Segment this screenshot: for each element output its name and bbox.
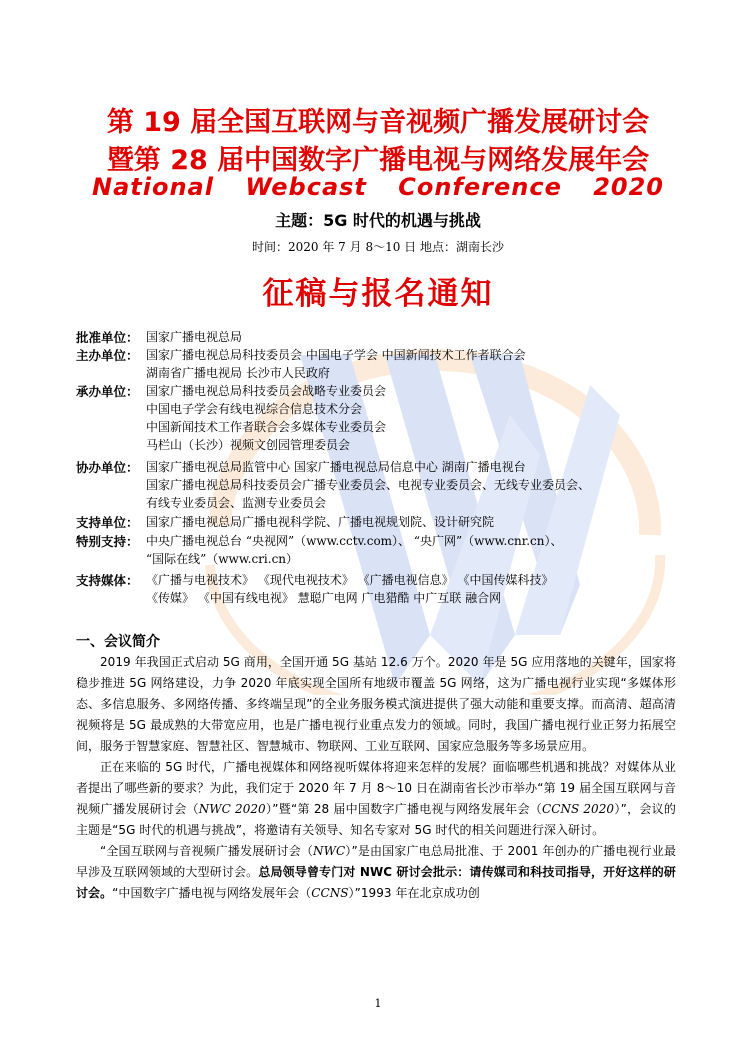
bold-instruction: 总局领导曾专门对 NWC 研讨会批示：请传媒司和科技司指导，开好这样的研讨会。 (76, 865, 676, 900)
org-line: 国家广播电视总局科技委员会战略专业委员会 (146, 384, 387, 398)
org-line: 《广播与电视技术》 《现代电视技术》 《广播电视信息》 《中国传媒科技》 (146, 573, 554, 587)
org-label: 主办单位： (76, 348, 139, 363)
text-span: “中国数字广播电视与网络发展年会（ (112, 886, 312, 900)
notice-title: 征稿与报名通知 (262, 276, 494, 312)
ccns-abbrev: CCNS 2020 (542, 802, 615, 816)
org-line: 国家广播电视总局科技委员会广播专业委员会、电视专业委员会、无线专业委员会、 (146, 478, 591, 492)
org-line: 湖南省广播电视局 长沙市人民政府 (146, 366, 330, 380)
paragraph-3 (76, 841, 676, 904)
org-line: 中央广播电视总台 “央视网”（www.cctv.com）、 “央广网”（www.cnr.cn）、 (146, 534, 563, 548)
section-title-introduction: 一、会议简介 (76, 634, 160, 650)
title-english: National Webcast Conference 2020 (91, 173, 665, 201)
text-span: ）”是由国家广电总局批准、于 2001 年创办的广播电视行业最早涉及互联网领域的大型研讨会。 (76, 844, 676, 879)
ccns-abbrev: CCNS (311, 886, 349, 900)
paragraph-2 (76, 757, 676, 841)
text-span: ）”暨“第 28 届中国数字广播电视与网络发展年会（ (265, 802, 542, 816)
org-line: 马栏山（长沙）视频文创园管理委员会 (146, 438, 351, 452)
org-line: 国家广播电视总局广播电视科学院、广播电视规划院、设计研究院 (146, 515, 495, 529)
org-line: 国家广播电视总局监管中心 国家广播电视总局信息中心 湖南广播电视台 (146, 460, 526, 474)
org-label: 支持单位： (76, 515, 139, 530)
introduction-body (76, 652, 676, 904)
org-label: 承办单位： (76, 384, 139, 399)
text-span: ）”，会议的主题是“5G 时代的机遇与挑战”，将邀请有关领导、知名专家对 5G 时代的相关问题进行深入研讨。 (76, 802, 676, 837)
org-label: 支持媒体： (76, 573, 139, 588)
time-and-place: 时间：2020 年 7 月 8～10 日 地点：湖南长沙 (252, 240, 504, 254)
org-line: 中国电子学会有线电视综合信息技术分会 (146, 402, 363, 416)
org-line: 《传媒》 《中国有线电视》 慧聪广电网 广电猎酷 中广互联 融合网 (146, 591, 502, 605)
title-line-2: 暨第 28 届中国数字广播电视与网络发展年会 (106, 145, 650, 176)
text-span: ）”1993 年在北京成功创 (348, 886, 480, 900)
org-line: 国家广播电视总局 (146, 330, 243, 344)
paragraph-1: 2019 年我国正式启动 5G 商用，全国开通 5G 基站 12.6 万个。2020 年是 5G 应用落地的关键年，国家将稳步推进 5G 网络建设，力争 2020 年底实现全国所有地级市覆盖 5G 网络，这为广播电视行业实现“多媒体形态、多信息服务、多网络传播、多终端呈现”的全业务服务模式演进提供了强大动能和重要支撑。而高清、超高清视频将是 5G 最成熟的大带宽应用，也是广播电视行业重点发力的领域。同时，我国广播电视行业正努力拓展空间，服务于智慧家庭、智慧社区、智慧城市、物联网、工业互联网、国家应急服务等多场景应用。 (76, 655, 676, 753)
nwc-abbrev: NWC (313, 844, 346, 858)
org-line: “国际在线”（www.cri.cn） (146, 552, 299, 566)
title-line-1: 第 19 届全国互联网与音视频广播发展研讨会 (106, 107, 650, 138)
nwc-abbrev: NWC 2020 (198, 802, 266, 816)
org-label: 特别支持： (76, 534, 139, 549)
org-line: 有线专业委员会、监测专业委员会 (146, 496, 327, 510)
org-label: 批准单位： (76, 330, 139, 345)
page-number: 1 (374, 997, 382, 1010)
conference-theme: 主题：5G 时代的机遇与挑战 (275, 211, 481, 230)
text-span: 正在来临的 5G 时代，广播电视媒体和网络视听媒体将迎来怎样的发展？面临哪些机遇和挑战？对媒体从业者提出了哪些新的要求？为此，我们定于 2020 年 7 月 8～10 日在湖南省长沙市举办“第 19 届全国互联网与音视频广播发展研讨会（ (76, 760, 676, 816)
org-label: 协办单位： (76, 460, 139, 475)
org-line: 国家广播电视总局科技委员会 中国电子学会 中国新闻技术工作者联合会 (146, 348, 526, 362)
org-line: 中国新闻技术工作者联合会多媒体专业委员会 (146, 420, 387, 434)
text-span: “全国互联网与音视频广播发展研讨会（ (100, 844, 314, 858)
